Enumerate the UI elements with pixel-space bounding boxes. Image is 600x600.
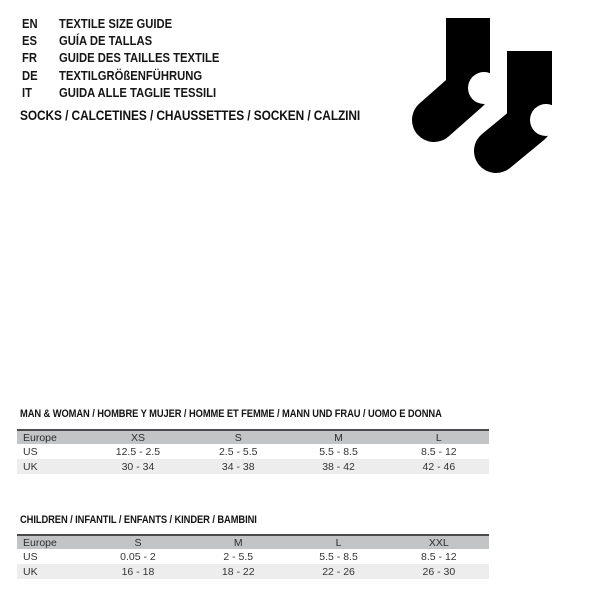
region-label: UK: [23, 460, 38, 473]
table-head: [17, 535, 489, 549]
size-value: 16 - 18: [121, 565, 155, 578]
language-label: TEXTILGRÖßENFÜHRUNG: [59, 68, 203, 83]
size-value: 34 - 38: [221, 460, 255, 473]
size-row: [17, 549, 489, 564]
size-column-header: XXL: [389, 535, 489, 549]
language-code: DE: [22, 68, 38, 83]
language-list: [22, 15, 237, 102]
size-value: 26 - 30: [422, 565, 456, 578]
language-label: TEXTILE SIZE GUIDE: [59, 16, 173, 31]
size-value: 2 - 5.5: [223, 550, 254, 563]
size-value: 38 - 42: [322, 460, 355, 473]
size-column-header: S: [188, 430, 288, 444]
region-label: UK: [23, 565, 38, 578]
language-row: [22, 15, 237, 32]
language-row: [22, 85, 237, 102]
size-value: 0.05 - 2: [120, 550, 156, 563]
size-column-header: M: [288, 430, 388, 444]
language-label: GUÍA DE TALLAS: [59, 34, 153, 49]
socks-icon: [400, 10, 570, 185]
size-row: [17, 459, 489, 474]
language-row: [22, 67, 237, 84]
sock-left-icon: [434, 18, 500, 120]
language-row: [22, 50, 237, 67]
adults-table-title: MAN & WOMAN / HOMBRE Y MUJER / HOMME ET FEMME / MANN UND FRAU / UOMO E DONNA: [20, 408, 442, 420]
size-value: 42 - 46: [422, 460, 456, 473]
category-title: SOCKS / CALCETINES / CHAUSSETTES / SOCKEN / CALZINI: [20, 107, 361, 123]
table-header-row: [17, 430, 489, 444]
size-column-header: L: [389, 430, 489, 444]
language-row: [22, 32, 237, 49]
size-value: 8.5 - 12: [421, 550, 457, 563]
size-value: 22 - 26: [322, 565, 355, 578]
region-column-header: Europe: [17, 535, 88, 549]
language-code: EN: [22, 16, 38, 31]
size-column-header: M: [188, 535, 288, 549]
size-value: 8.5 - 12: [421, 445, 457, 458]
region-column-header: Europe: [17, 430, 88, 444]
size-value: 18 - 22: [221, 565, 255, 578]
sock-right-icon: [496, 51, 562, 151]
size-value: 5.5 - 8.5: [319, 550, 358, 563]
language-code: ES: [22, 34, 38, 49]
children-table-title: CHILDREN / INFANTIL / ENFANTS / KINDER / BAMBINI: [20, 514, 257, 526]
table-header-row: [17, 535, 489, 549]
size-column-header: L: [288, 535, 388, 549]
size-row: [17, 444, 489, 459]
size-column-header: XS: [88, 430, 188, 444]
table-body: [17, 549, 489, 579]
children-size-table: [17, 534, 489, 579]
table-head: [17, 430, 489, 444]
size-value: 30 - 34: [121, 460, 155, 473]
size-value: 12.5 - 2.5: [115, 445, 161, 458]
language-label: GUIDE DES TAILLES TEXTILE: [59, 51, 220, 66]
size-column-header: S: [88, 535, 188, 549]
region-label: US: [23, 550, 38, 563]
size-value: 2.5 - 5.5: [218, 445, 258, 458]
table-body: [17, 444, 489, 474]
language-code: FR: [22, 51, 38, 66]
adults-size-table: [17, 429, 489, 474]
region-label: US: [23, 445, 38, 458]
language-code: IT: [22, 86, 32, 101]
size-row: [17, 564, 489, 579]
size-value: 5.5 - 8.5: [319, 445, 358, 458]
language-label: GUIDA ALLE TAGLIE TESSILI: [59, 86, 217, 101]
